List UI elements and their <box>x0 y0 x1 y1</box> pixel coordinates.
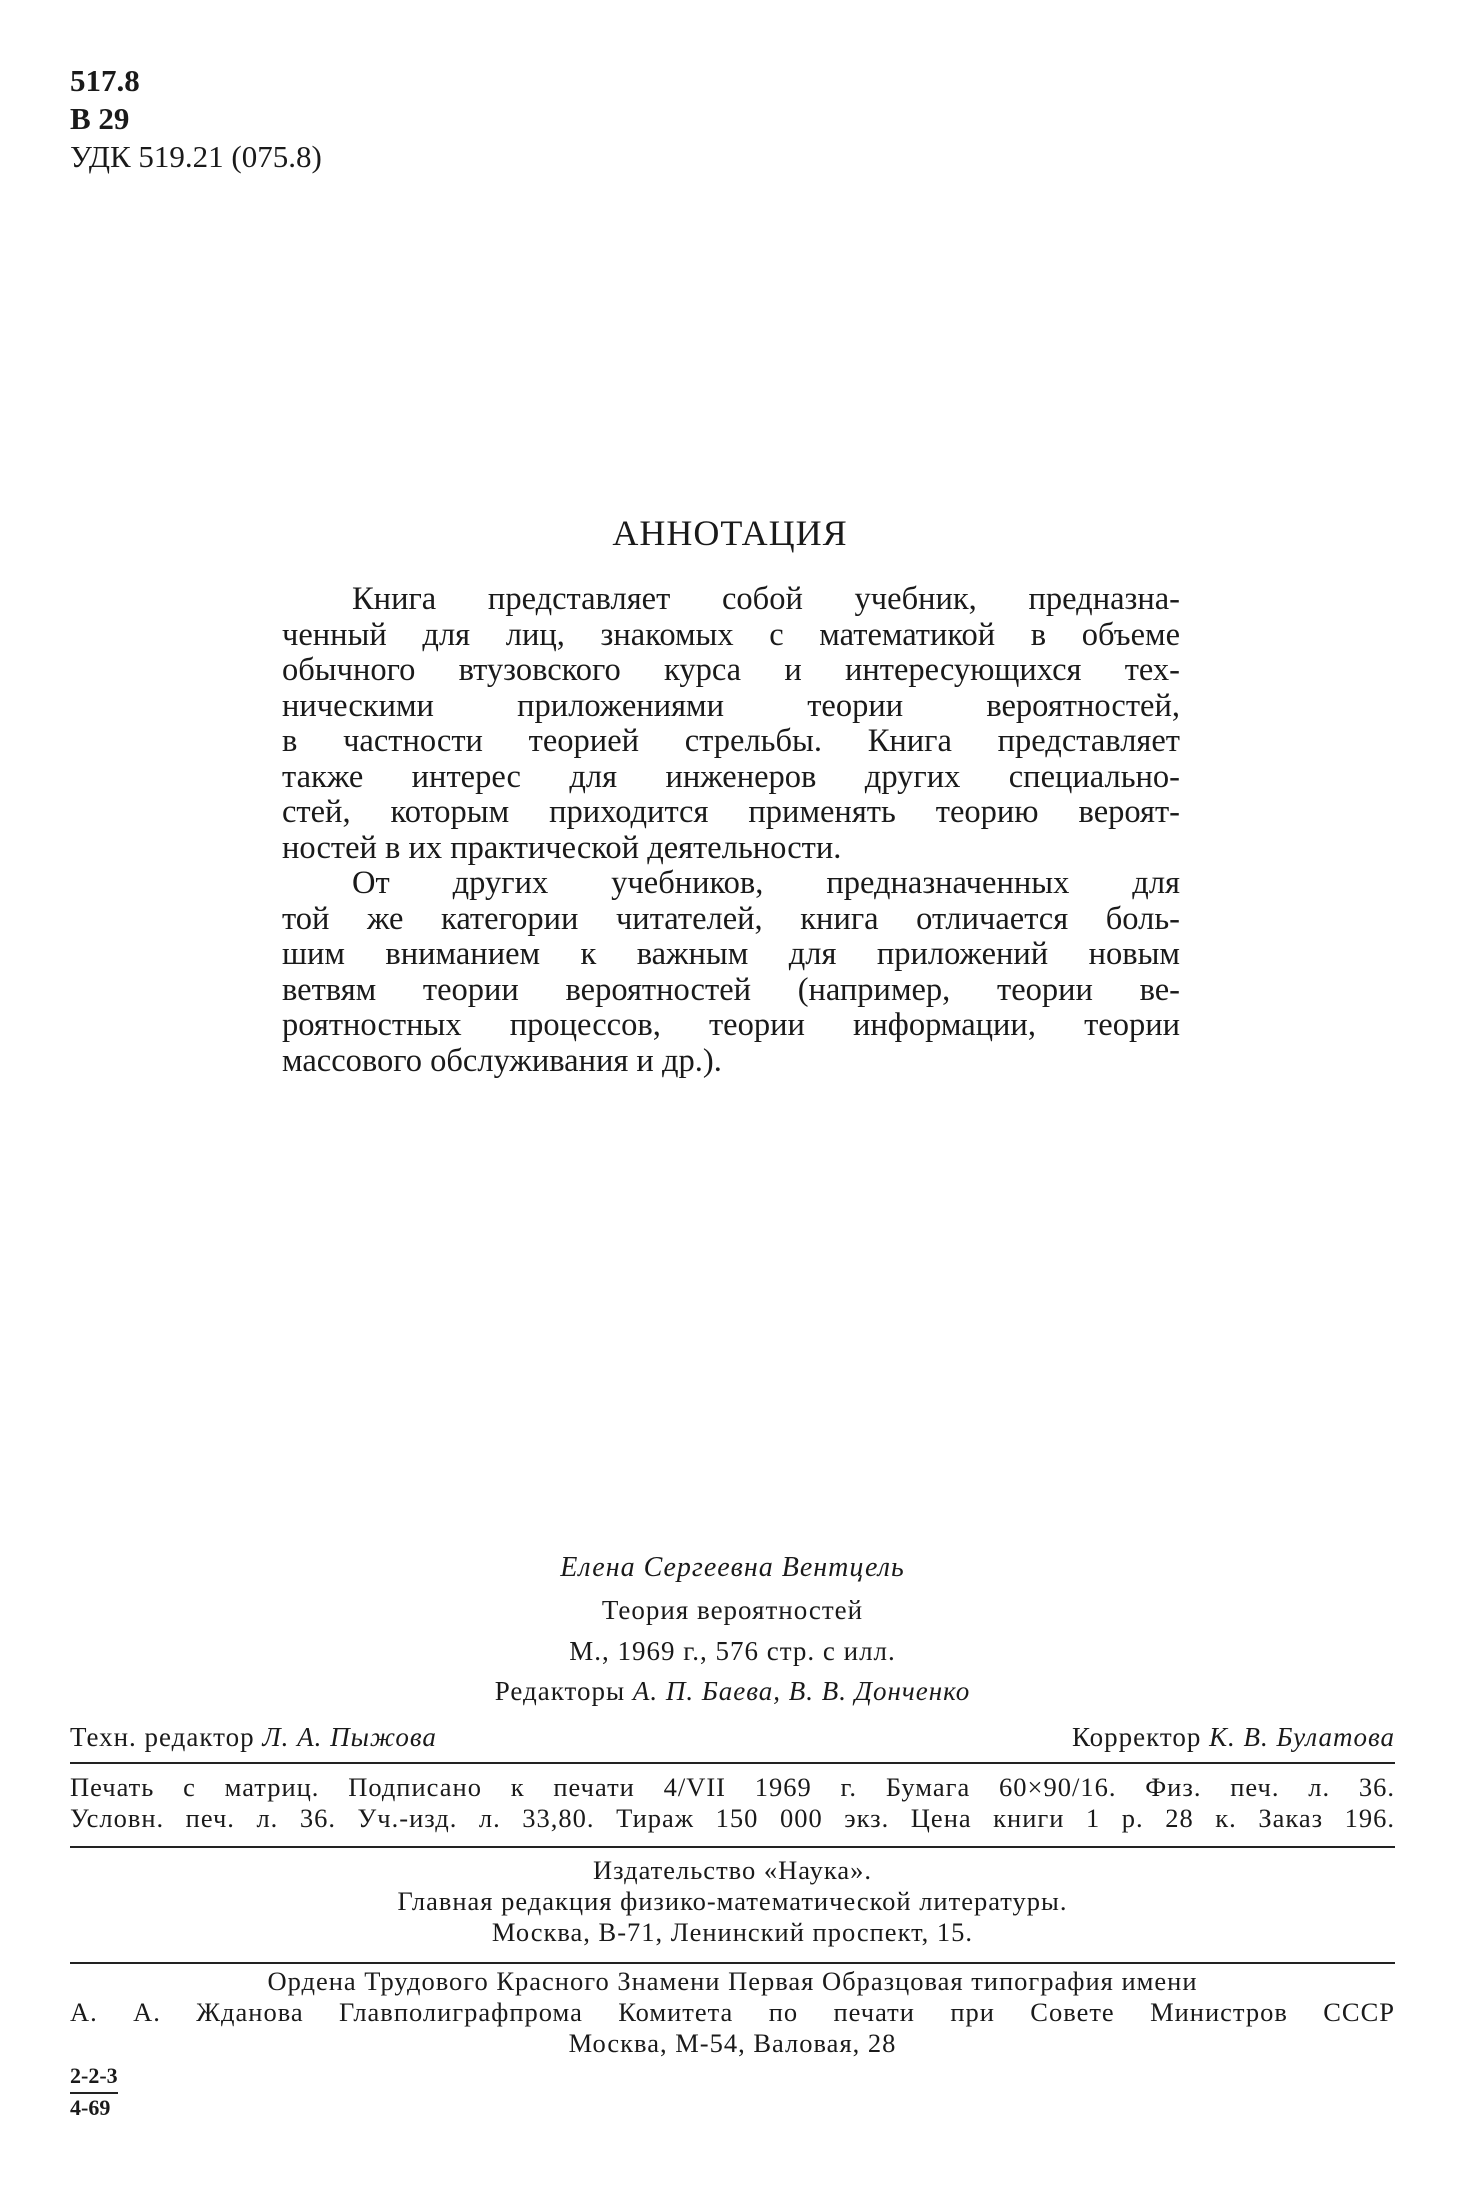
corrector <box>1072 1722 1395 1753</box>
staff-line <box>70 1722 1395 1753</box>
author-name: Елена Сергеевна Вентцель <box>560 1552 905 1583</box>
edition-code-bottom: 4-69 <box>70 2095 111 2120</box>
publisher-line: Главная редакция физико-математической литературы. <box>397 1886 1068 1916</box>
editors-line <box>0 1676 1465 1707</box>
tech-editor-label: Техн. редактор <box>70 1722 255 1752</box>
book-title: Теория вероятностей <box>601 1595 864 1625</box>
text-line: обычного втузовского курса и интересующихся тех- <box>282 652 1180 688</box>
publisher-line: Издательство «Наука». <box>592 1855 873 1885</box>
text-line: ностей в их практической деятельности. <box>282 829 842 866</box>
text-line: Книга представляет собой учебник, предназна- <box>352 581 1180 617</box>
divider-line <box>70 1962 1395 1964</box>
tech-editor-name: Л. А. Пыжова <box>262 1722 437 1752</box>
editors-names: А. П. Баева, В. В. Донченко <box>632 1676 971 1706</box>
text-line: стей, которым приходится применять теорию вероят- <box>282 794 1180 830</box>
tech-editor <box>70 1722 437 1753</box>
text-line: также интерес для инженеров других специально- <box>282 758 1180 795</box>
corrector-label: Корректор <box>1071 1722 1202 1752</box>
printing-line-1: Печать с матриц. Подписано к печати 4/VII 1969 г. Бумага 60×90/16. Физ. печ. л. 36. <box>70 1772 1395 1802</box>
text-line: массового обслуживания и др.). <box>282 1042 722 1079</box>
text-line: ническими приложениями теории вероятностей, <box>282 687 1180 724</box>
text-line: От других учебников, предназначенных для <box>352 865 1180 901</box>
udc-index: УДК 519.21 (075.8) <box>70 139 322 174</box>
annotation-text <box>282 582 1180 1079</box>
author-mark: В 29 <box>70 101 130 136</box>
text-line: той же категории читателей, книга отличается боль- <box>282 900 1180 937</box>
printer-line-3: Москва, М-54, Валовая, 28 <box>568 2028 897 2058</box>
divider-line <box>70 1762 1395 1764</box>
classification-block <box>70 62 322 176</box>
printer-line-2: А. А. Жданова Главполиграфпрома Комитета по печати при Совете Министров СССР <box>70 1997 1395 2027</box>
edition-code-top: 2-2-3 <box>70 2062 118 2094</box>
annotation-title: АННОТАЦИЯ <box>612 513 848 553</box>
publisher-block <box>0 1855 1465 1948</box>
edition-code <box>70 2062 118 2122</box>
bbk-index: 517.8 <box>70 63 140 98</box>
editors-label: Редакторы <box>494 1676 626 1706</box>
text-line: шим вниманием к важным для приложений новым <box>282 936 1180 972</box>
corrector-name: К. В. Булатова <box>1209 1722 1395 1752</box>
printer-line-1: Ордена Трудового Красного Знамени Первая Образцовая типография имени <box>267 1966 1198 1996</box>
publication-info: М., 1969 г., 576 стр. с илл. <box>569 1636 896 1666</box>
divider-line <box>70 1846 1395 1848</box>
text-line: роятностных процессов, теории информации, теории <box>282 1007 1180 1043</box>
printing-house-block <box>70 1966 1395 2059</box>
text-line: ченный для лиц, знакомых с математикой в объеме <box>282 616 1180 653</box>
text-line: в частности теорией стрельбы. Книга представляет <box>282 723 1180 759</box>
printing-details <box>70 1772 1395 1834</box>
publisher-line: Москва, В-71, Ленинский проспект, 15. <box>491 1917 974 1947</box>
text-line: ветвям теории вероятностей (например, теории ве- <box>282 971 1180 1008</box>
printing-line-2: Условн. печ. л. 36. Уч.-изд. л. 33,80. Тираж 150 000 экз. Цена книги 1 р. 28 к. Заказ 196. <box>70 1803 1395 1833</box>
